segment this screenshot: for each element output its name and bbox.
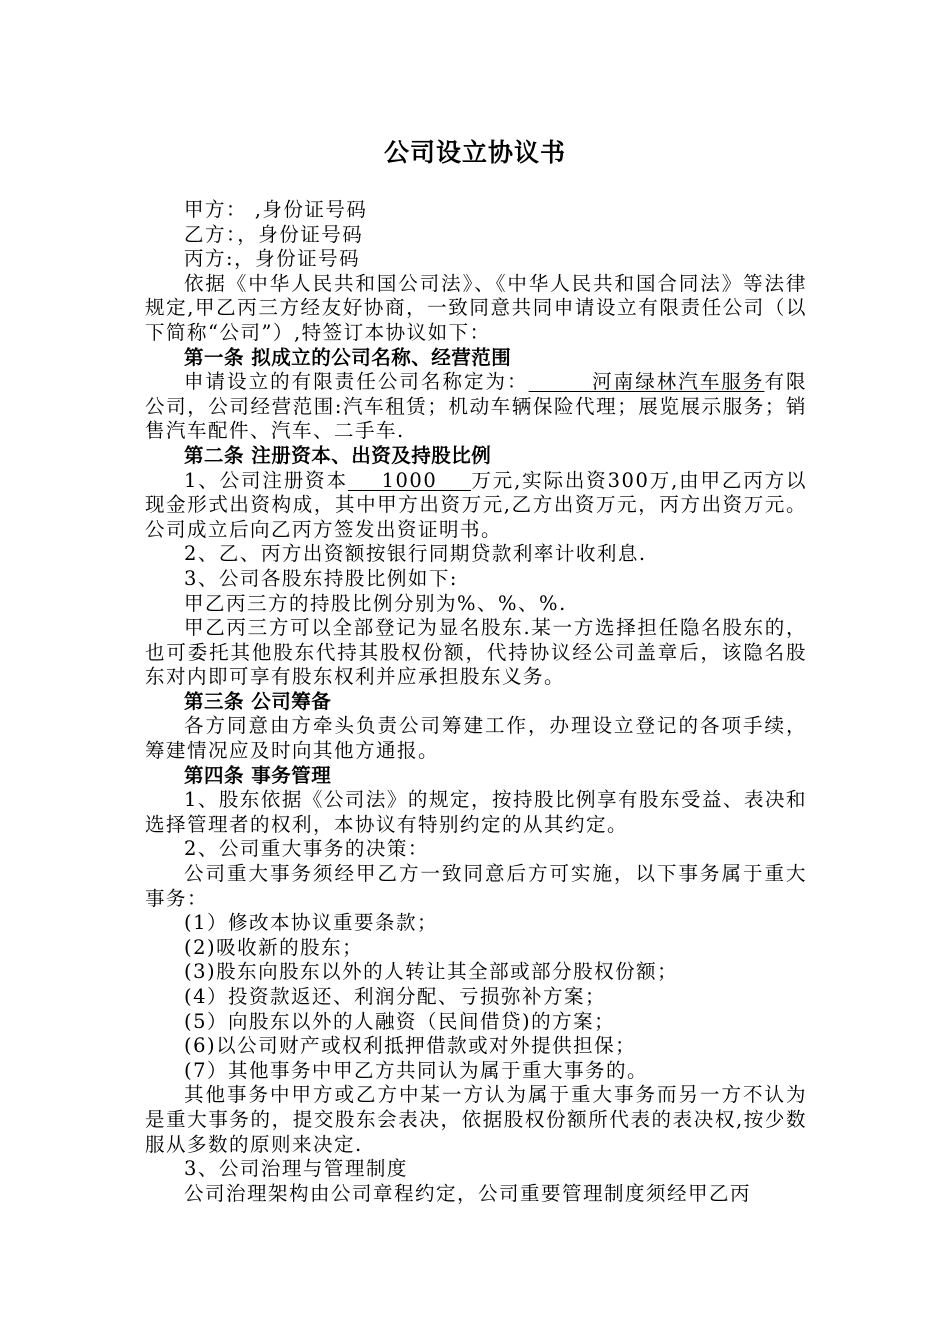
party-yi: 乙方：，身份证号码 <box>184 222 364 246</box>
company-name: 河南绿林汽车服务 <box>591 370 765 394</box>
article-1-text-before: 申请设立的有限责任公司名称定为： <box>184 370 529 394</box>
article-2-paragraph-2: 2、乙、丙方出资额按银行同期贷款利率计收利息. <box>184 542 647 566</box>
company-name-field <box>529 370 765 393</box>
article-4-paragraph-5: 3、公司治理与管理制度 <box>184 1157 408 1181</box>
list-item: (3)股东向股东以外的人转让其全部或部分股权份额； <box>184 960 679 984</box>
list-item: (7）其他事务中甲乙方共同认为属于重大事务的。 <box>184 1058 649 1082</box>
list-item: (1）修改本协议重要条款； <box>184 911 439 935</box>
article-2-paragraph-4: 甲乙丙三方的持股比例分别为%、%、%. <box>184 591 567 615</box>
article-2-heading: 第二条 注册资本、出资及持股比例 <box>184 443 492 467</box>
list-item: (5）向股东以外的人融资（民间借贷)的方案； <box>184 1009 616 1033</box>
party-bing: 丙方:，身份证号码 <box>184 247 361 271</box>
article-4-paragraph-4: 其他事务中甲方或乙方中某一方认为属于重大事务而另一方不认为是重大事务的，提交股东会表决，依据股权份额所代表的表决权,按少数服从多数的原则来决定. <box>145 1083 807 1156</box>
article-3-paragraph-1: 各方同意由方牵头负责公司筹建工作，办理设立登记的各项手续，筹建情况应及时向其他方通报。 <box>145 714 807 763</box>
list-item: (2)吸收新的股东； <box>184 935 364 959</box>
article-2-paragraph-3: 3、公司各股东持股比例如下: <box>184 566 458 590</box>
document-body <box>145 198 807 1206</box>
article-1-text-after: 有限公司，公司经营范围:汽车租赁；机动车辆保险代理；展览展示服务；销售汽车配件、汽车、二手车. <box>145 370 807 443</box>
article-2-p1-after: 万元,实际出资300万,由甲乙丙方以现金形式出资构成，其中甲方出资万元,乙方出资万元，丙方出资万元。公司成立后向乙丙方签发出资证明书。 <box>145 468 807 541</box>
article-4-paragraph-2: 2、公司重大事务的决策： <box>184 837 429 861</box>
article-4-paragraph-3: 公司重大事务须经甲乙方一致同意后方可实施，以下事务属于重大事务： <box>145 862 807 910</box>
registered-capital: 1000 <box>381 468 438 492</box>
article-4-paragraph-1: 1、股东依据《公司法》的规定，按持股比例享有股东受益、表决和选择管理者的权利，本协议有特别约定的从其约定。 <box>145 788 807 836</box>
article-3-heading: 第三条 公司筹备 <box>184 689 332 713</box>
list-item: (6)以公司财产或权利抵押借款或对外提供担保； <box>184 1034 637 1058</box>
intro-paragraph: 依据《中华人民共和国公司法》、《中华人民共和国合同法》等法律规定,甲乙丙三方经友好协商，一致同意共同申请设立有限责任公司（以下简称“公司”）,特签订本协议如下： <box>145 271 807 344</box>
article-2-paragraph-5: 甲乙丙三方可以全部登记为显名股东.某一方选择担任隐名股东的，也可委托其他股东代持其股权份额，代持协议经公司盖章后，该隐名股东对内即可享有股东权利并应承担股东义务。 <box>145 616 807 689</box>
list-item: (4）投资款返还、利润分配、亏损弥补方案； <box>184 985 607 1008</box>
article-2-p1-before: 1、公司注册资本 <box>184 468 348 492</box>
article-1-heading: 第一条 拟成立的公司名称、经营范围 <box>184 345 512 369</box>
article-1-paragraph <box>145 370 807 444</box>
article-4-paragraph-6: 公司治理架构由公司章程约定，公司重要管理制度须经甲乙丙 <box>184 1181 752 1205</box>
document-title: 公司设立协议书 <box>383 138 566 167</box>
article-4-heading: 第四条 事务管理 <box>184 763 332 787</box>
article-2-paragraph-1 <box>145 469 807 543</box>
party-jia: 甲方： ,身份证号码 <box>184 198 368 221</box>
registered-capital-field <box>348 469 471 492</box>
